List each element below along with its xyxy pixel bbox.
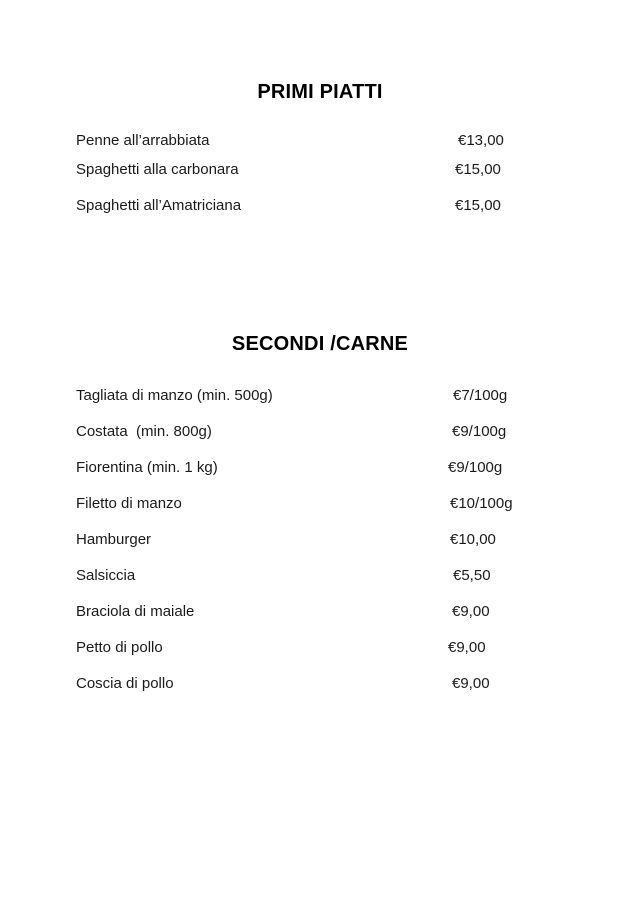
menu-item-name: Petto di pollo: [76, 639, 163, 656]
menu-item-row: [0, 450, 640, 486]
menu-item-price: €10,00: [450, 531, 496, 548]
menu-item-name: Braciola di maiale: [76, 603, 195, 620]
menu-item-price: €10/100g: [450, 495, 513, 512]
section-title-primi: PRIMI PIATTI: [257, 81, 383, 103]
menu-item-row: [0, 126, 640, 155]
menu-item-price: €9,00: [452, 603, 490, 620]
menu-item-price: €5,50: [453, 567, 491, 584]
menu-item-row: [0, 414, 640, 450]
menu-item-price: €13,00: [458, 132, 504, 149]
menu-item-row: [0, 155, 640, 184]
menu-item-name: Fiorentina (min. 1 kg): [76, 459, 218, 476]
menu-item-price: €9,00: [452, 675, 490, 692]
item-list-secondi: [0, 378, 640, 702]
menu-item-row: [0, 184, 640, 220]
section-title-secondi: SECONDI /CARNE: [231, 333, 409, 355]
menu-item-name: Tagliata di manzo (min. 500g): [76, 387, 273, 404]
menu-item-row: [0, 558, 640, 594]
menu-item-price: €15,00: [455, 161, 501, 178]
menu-item-row: [0, 630, 640, 666]
menu-item-name: Coscia di pollo: [76, 675, 174, 692]
menu-item-price: €9/100g: [452, 423, 507, 440]
menu-item-price: €7/100g: [453, 387, 508, 404]
menu-item-name: Salsiccia: [76, 567, 136, 584]
menu-item-row: [0, 378, 640, 414]
menu-item-row: [0, 666, 640, 702]
menu-item-name: Filetto di manzo: [76, 495, 182, 512]
menu-section-secondi: [0, 330, 640, 702]
menu-section-primi: [0, 78, 640, 220]
menu-item-row: [0, 486, 640, 522]
menu-item-row: [0, 522, 640, 558]
menu-item-name: Costata (min. 800g): [76, 423, 212, 440]
menu-item-price: €15,00: [455, 197, 501, 214]
menu-item-row: [0, 594, 640, 630]
item-list-primi: [0, 126, 640, 220]
menu-item-price: €9/100g: [448, 459, 503, 476]
menu-item-name: Hamburger: [76, 531, 152, 548]
menu-item-name: Spaghetti all’Amatriciana: [76, 197, 242, 214]
menu-item-name: Spaghetti alla carbonara: [76, 161, 239, 178]
menu-item-price: €9,00: [448, 639, 486, 656]
menu-item-name: Penne all’arrabbiata: [76, 132, 210, 149]
